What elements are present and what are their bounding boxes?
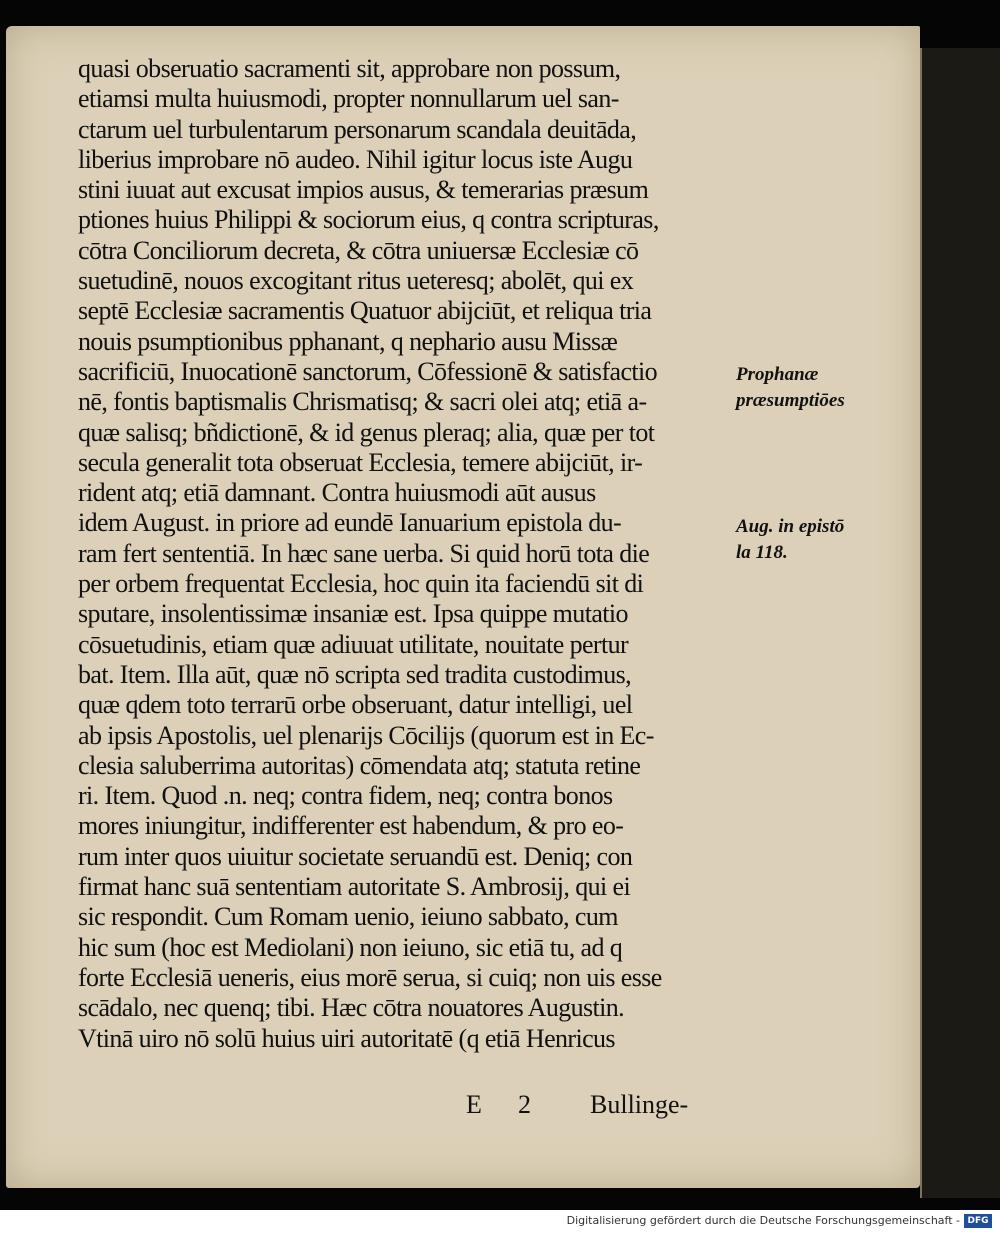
text-line: quæ qdem toto terrarū orbe obseruant, datur intelligi, uel [78,690,633,720]
text-line: etiamsi multa huiusmodi, propter nonnullarum uel san- [78,84,619,114]
text-line: rident atq; etiā damnant. Contra huiusmodi aūt ausus [78,478,596,508]
text-line: nouis psumptionibus pphanant, q nephario ausu Missæ [78,326,618,356]
text-line: quasi obseruatio sacramenti sit, approbare non possum, [78,54,621,83]
text-line: secula generalit tota obseruat Ecclesia, temere abijciūt, ir- [78,447,643,477]
margin-note-line: Prophanæ [736,364,819,385]
text-line: clesia saluberrima autoritas) cōmendata atq; statuta retine [78,750,641,780]
text-line: septē Ecclesiæ sacramentis Quatuor abijciūt, et reliqua tria [78,296,652,326]
adjacent-page-edge [920,48,1000,1198]
text-line: ri. Item. Quod .n. neq; contra fidem, neq; contra bonos [78,781,613,811]
text-line: idem August. in priore ad eundē Ianuarium epistola du- [78,508,622,538]
text-line: nē, fontis baptismalis Chrismatisq; & sacri olei atq; etiā a- [78,387,647,417]
text-line: mores iniungitur, indifferenter est habendum, & pro eo- [78,811,624,841]
margin-note-prophanae [736,362,916,414]
text-line: scādalo, nec quenq; tibi. Hæc cōtra nouatores Augustin. [78,993,625,1023]
text-line: rum inter quos uiuitur societate seruandū est. Deniq; con [78,841,633,871]
margin-note-line: la 118. [736,542,788,563]
catchword: Bullinge- [590,1090,689,1119]
text-line: sputare, insolentissimæ insaniæ est. Ipsa quippe mutatio [78,599,628,629]
footer-credit: Digitalisierung gefördert durch die Deutsche Forschungsgemeinschaft - [566,1214,960,1227]
text-line: suetudinē, nouos excogitant ritus ueteresq; abolēt, qui ex [78,266,634,296]
dfg-logo: DFG [964,1214,992,1228]
text-line: ab ipsis Apostolis, uel plenarijs Cōcilijs (quorum est in Ec- [78,720,654,750]
text-line: cōsuetudinis, etiam quæ adiuuat utilitate, nouitate pertur [78,629,629,659]
text-line: bat. Item. Illa aūt, quæ nō scripta sed tradita custodimus, [78,659,632,689]
signature-number: 2 [518,1090,531,1119]
text-line: sic respondit. Cum Romam uenio, ieiuno sabbato, cum [78,902,618,932]
signature-mark: E [466,1090,482,1119]
margin-note-line: Aug. in epistō [736,516,845,537]
text-line: quæ salisq; bñdictionē, & id genus pleraq; alia, quæ per tot [78,417,655,447]
text-line: ctarum uel turbulentarum personarum scandala deuitāda, [78,114,637,144]
signature-line [460,1090,720,1120]
text-line: firmat hanc suā sententiam autoritate S. Ambrosij, qui ei [78,872,631,902]
text-line: sacrificiū, Inuocationē sanctorum, Cōfessionē & satisfactio [78,356,658,386]
text-line: liberius improbare nō audeo. Nihil igitur locus iste Augu [78,144,633,174]
text-line: ptiones huius Philippi & sociorum eius, q contra scripturas, [78,205,659,235]
margin-note-line: præsumptiōes [736,390,845,411]
text-line: cōtra Conciliorum decreta, & cōtra uniuersæ Ecclesiæ cō [78,235,639,265]
margin-note-augustine [736,514,916,566]
text-line: per orbem frequentat Ecclesia, hoc quin ita faciendū sit di [78,569,644,599]
text-line: ram fert sententiā. In hæc sane uerba. Si quid horū tota die [78,538,650,568]
text-line: Vtinā uiro nō solū huius uiri autoritatē (q etiā Henricus [78,1023,615,1053]
text-line: forte Ecclesiā ueneris, eius morē serua, si cuiq; non uis esse [78,962,662,992]
text-line: stini iuuat aut excusat impios ausus, & temerarias præsum [78,175,649,205]
text-line: hic sum (hoc est Mediolani) non ieiuno, sic etiā tu, ad q [78,932,623,962]
body-text [78,54,728,1054]
digitization-footer [0,1210,1000,1233]
